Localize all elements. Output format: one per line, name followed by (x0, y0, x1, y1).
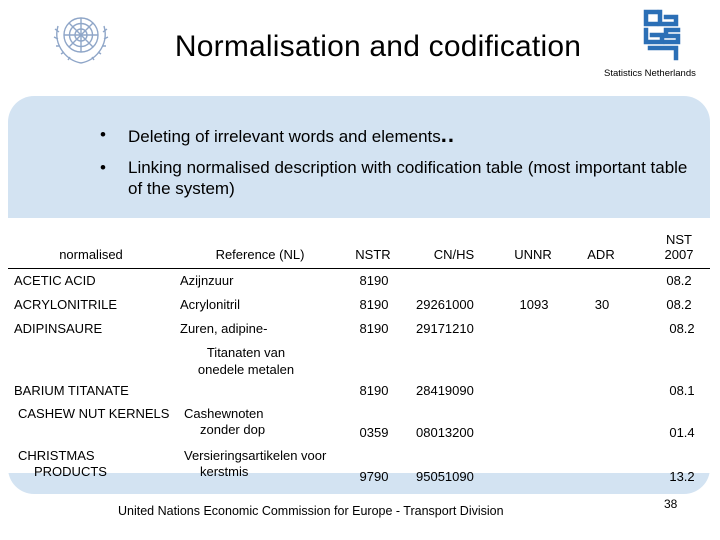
table-cell (498, 316, 568, 340)
table-cell: 29261000 (416, 297, 474, 312)
table-cell (498, 268, 568, 292)
column-header: ADR (587, 246, 615, 262)
table-cell: 13.2 (669, 469, 695, 484)
table-cell: 1093 (519, 297, 549, 312)
table-cell: CHRISTMAS PRODUCTS (18, 448, 107, 479)
table-cell: 30 (594, 297, 610, 312)
table-row (8, 316, 710, 340)
table-row (8, 340, 710, 402)
table-cell: Zuren, adipine- (180, 321, 268, 336)
table-cell (568, 268, 634, 292)
bullet-ellipsis: .. (440, 122, 456, 147)
table-cell: ACRYLONITRILE (14, 297, 118, 312)
bullet-text: Deleting of irrelevant words and elements (128, 127, 441, 146)
table-cell: ADIPINSAURE (14, 321, 103, 336)
column-header: NST 2007 (664, 231, 694, 262)
column-header: UNNR (514, 246, 552, 262)
codification-table (8, 218, 710, 484)
table-row (8, 268, 710, 292)
column-header: NSTR (355, 246, 391, 262)
table-cell: 95051090 (416, 469, 474, 484)
page-title: Normalisation and codification (174, 30, 582, 63)
table-cell: 8190 (359, 383, 389, 398)
cbs-logo-icon (640, 8, 684, 62)
bullet-list (96, 124, 696, 209)
table-cell: 28419090 (416, 383, 474, 398)
table-cell: CASHEW NUT KERNELS (18, 406, 170, 421)
table-cell: 08.2 (634, 268, 710, 292)
page-number: 38 (664, 497, 678, 511)
table-cell (498, 444, 568, 488)
table-cell (498, 402, 568, 444)
table-cell (568, 316, 634, 340)
table-cell: Titanaten van onedele metalen (197, 345, 295, 377)
table-cell (568, 402, 634, 444)
table-cell (568, 444, 634, 488)
table-cell: Azijnzuur (174, 268, 336, 292)
table-cell (568, 340, 634, 402)
org-caption: Statistics Netherlands (604, 68, 696, 79)
column-header: Reference (NL) (215, 246, 305, 262)
table-cell: Cashewnoten zonder dop (184, 406, 266, 437)
table-cell: 08.1 (669, 383, 695, 398)
table-cell: 8190 (359, 297, 389, 312)
table-cell: 0359 (359, 425, 389, 440)
table-cell (498, 340, 568, 402)
table-cell: 01.4 (669, 425, 695, 440)
table-cell: 8190 (359, 321, 389, 336)
column-header: CN/HS (433, 246, 475, 262)
table-cell: 29171210 (416, 321, 474, 336)
table-cell: 08.2 (669, 321, 695, 336)
table-cell: Acrylonitril (180, 297, 240, 312)
table-cell: 9790 (359, 469, 389, 484)
table-row (8, 292, 710, 316)
table-cell: ACETIC ACID (8, 268, 174, 292)
bullet-marker: • (100, 125, 106, 144)
bullet-text: Linking normalised description with codification table (most important table of the system) (128, 158, 688, 198)
table-row (8, 444, 710, 488)
table-cell: 08.2 (666, 297, 692, 312)
footer-text: United Nations Economic Commission for Europe - Transport Division (118, 504, 504, 518)
table-cell: Versieringsartikelen voor kerstmis (184, 448, 327, 479)
table-cell: 8190 (336, 268, 410, 292)
bullet-item (96, 124, 696, 147)
column-header: normalised (59, 246, 123, 262)
bullet-item (96, 157, 696, 199)
table-row (8, 402, 710, 444)
bullet-marker: • (100, 158, 106, 177)
un-emblem-icon (50, 6, 112, 68)
table-cell (410, 268, 498, 292)
table-cell: 08013200 (416, 425, 474, 440)
table-cell: BARIUM TITANATE (14, 383, 129, 398)
